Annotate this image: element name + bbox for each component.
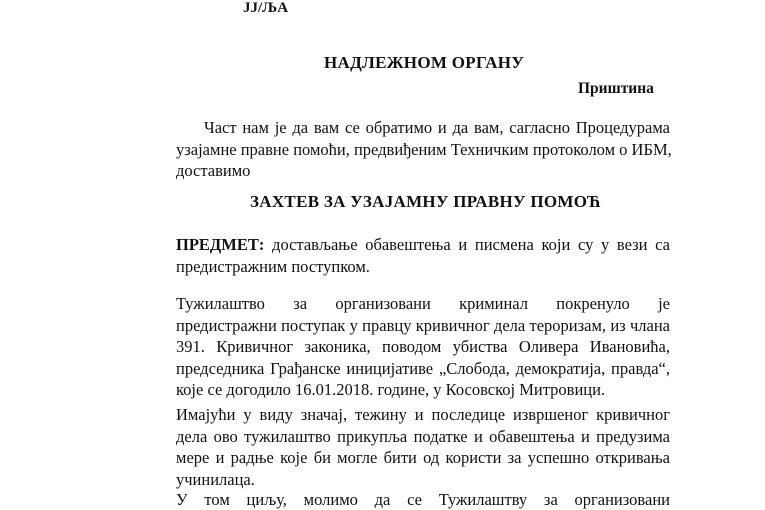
body-line: 391. Кривичног законика, поводом убиства Оливера Ивановића, bbox=[176, 337, 670, 356]
recipient-city: Приштина bbox=[578, 80, 654, 97]
request-title: ЗАХТЕВ ЗА УЗАЈАМНУ ПРАВНУ ПОМОЋ bbox=[250, 192, 602, 211]
intro-line: доставимо bbox=[176, 161, 251, 180]
subject-line: предистражним поступком. bbox=[176, 256, 370, 276]
body-line: Имајући у виду значај, тежину и последице извршеног кривичног bbox=[176, 405, 670, 424]
body-line: мере и радње које би могле бити од користи за успешно откривања bbox=[176, 448, 670, 467]
body-line: које се догодило 16.01.2018. године, у Косовској Митровици. bbox=[176, 380, 606, 399]
intro-line: узајамне правне помоћи, предвиђеним Техничким протоколом о ИБМ, bbox=[176, 139, 672, 159]
body-line: Тужилаштво за организовани криминал покренуло је bbox=[176, 294, 670, 313]
body-line: предистражни поступак у правцу кривичног дела тероризам, из члана bbox=[176, 315, 670, 335]
body-paragraph-2 bbox=[176, 404, 670, 490]
body-paragraph-1 bbox=[176, 293, 670, 401]
subject-label: ПРЕДМЕТ: bbox=[176, 235, 265, 254]
reference-number: JJ/ЉА bbox=[243, 0, 289, 16]
body-line: председника Грађанске иницијативе „Слобода, демократија, правда“, bbox=[176, 358, 670, 378]
recipient-heading: НАДЛЕЖНОМ ОРГАНУ bbox=[324, 53, 525, 72]
body-line: У том циљу, молимо да се Тужилаштву за организовани bbox=[176, 490, 670, 509]
body-paragraph-3 bbox=[176, 489, 670, 510]
intro-paragraph bbox=[176, 117, 670, 182]
subject-line bbox=[176, 234, 670, 256]
intro-line: Част нам је да вам се обратимо и да вам, сагласно Процедурама bbox=[204, 118, 670, 137]
subject-text: достављање обавештења и писмена који су у вези са bbox=[272, 235, 671, 254]
body-line: дела ово тужилаштво прикупља податке и обавештења и предузима bbox=[176, 426, 670, 446]
body-line: учинилаца. bbox=[176, 469, 255, 489]
subject-paragraph bbox=[176, 234, 670, 277]
